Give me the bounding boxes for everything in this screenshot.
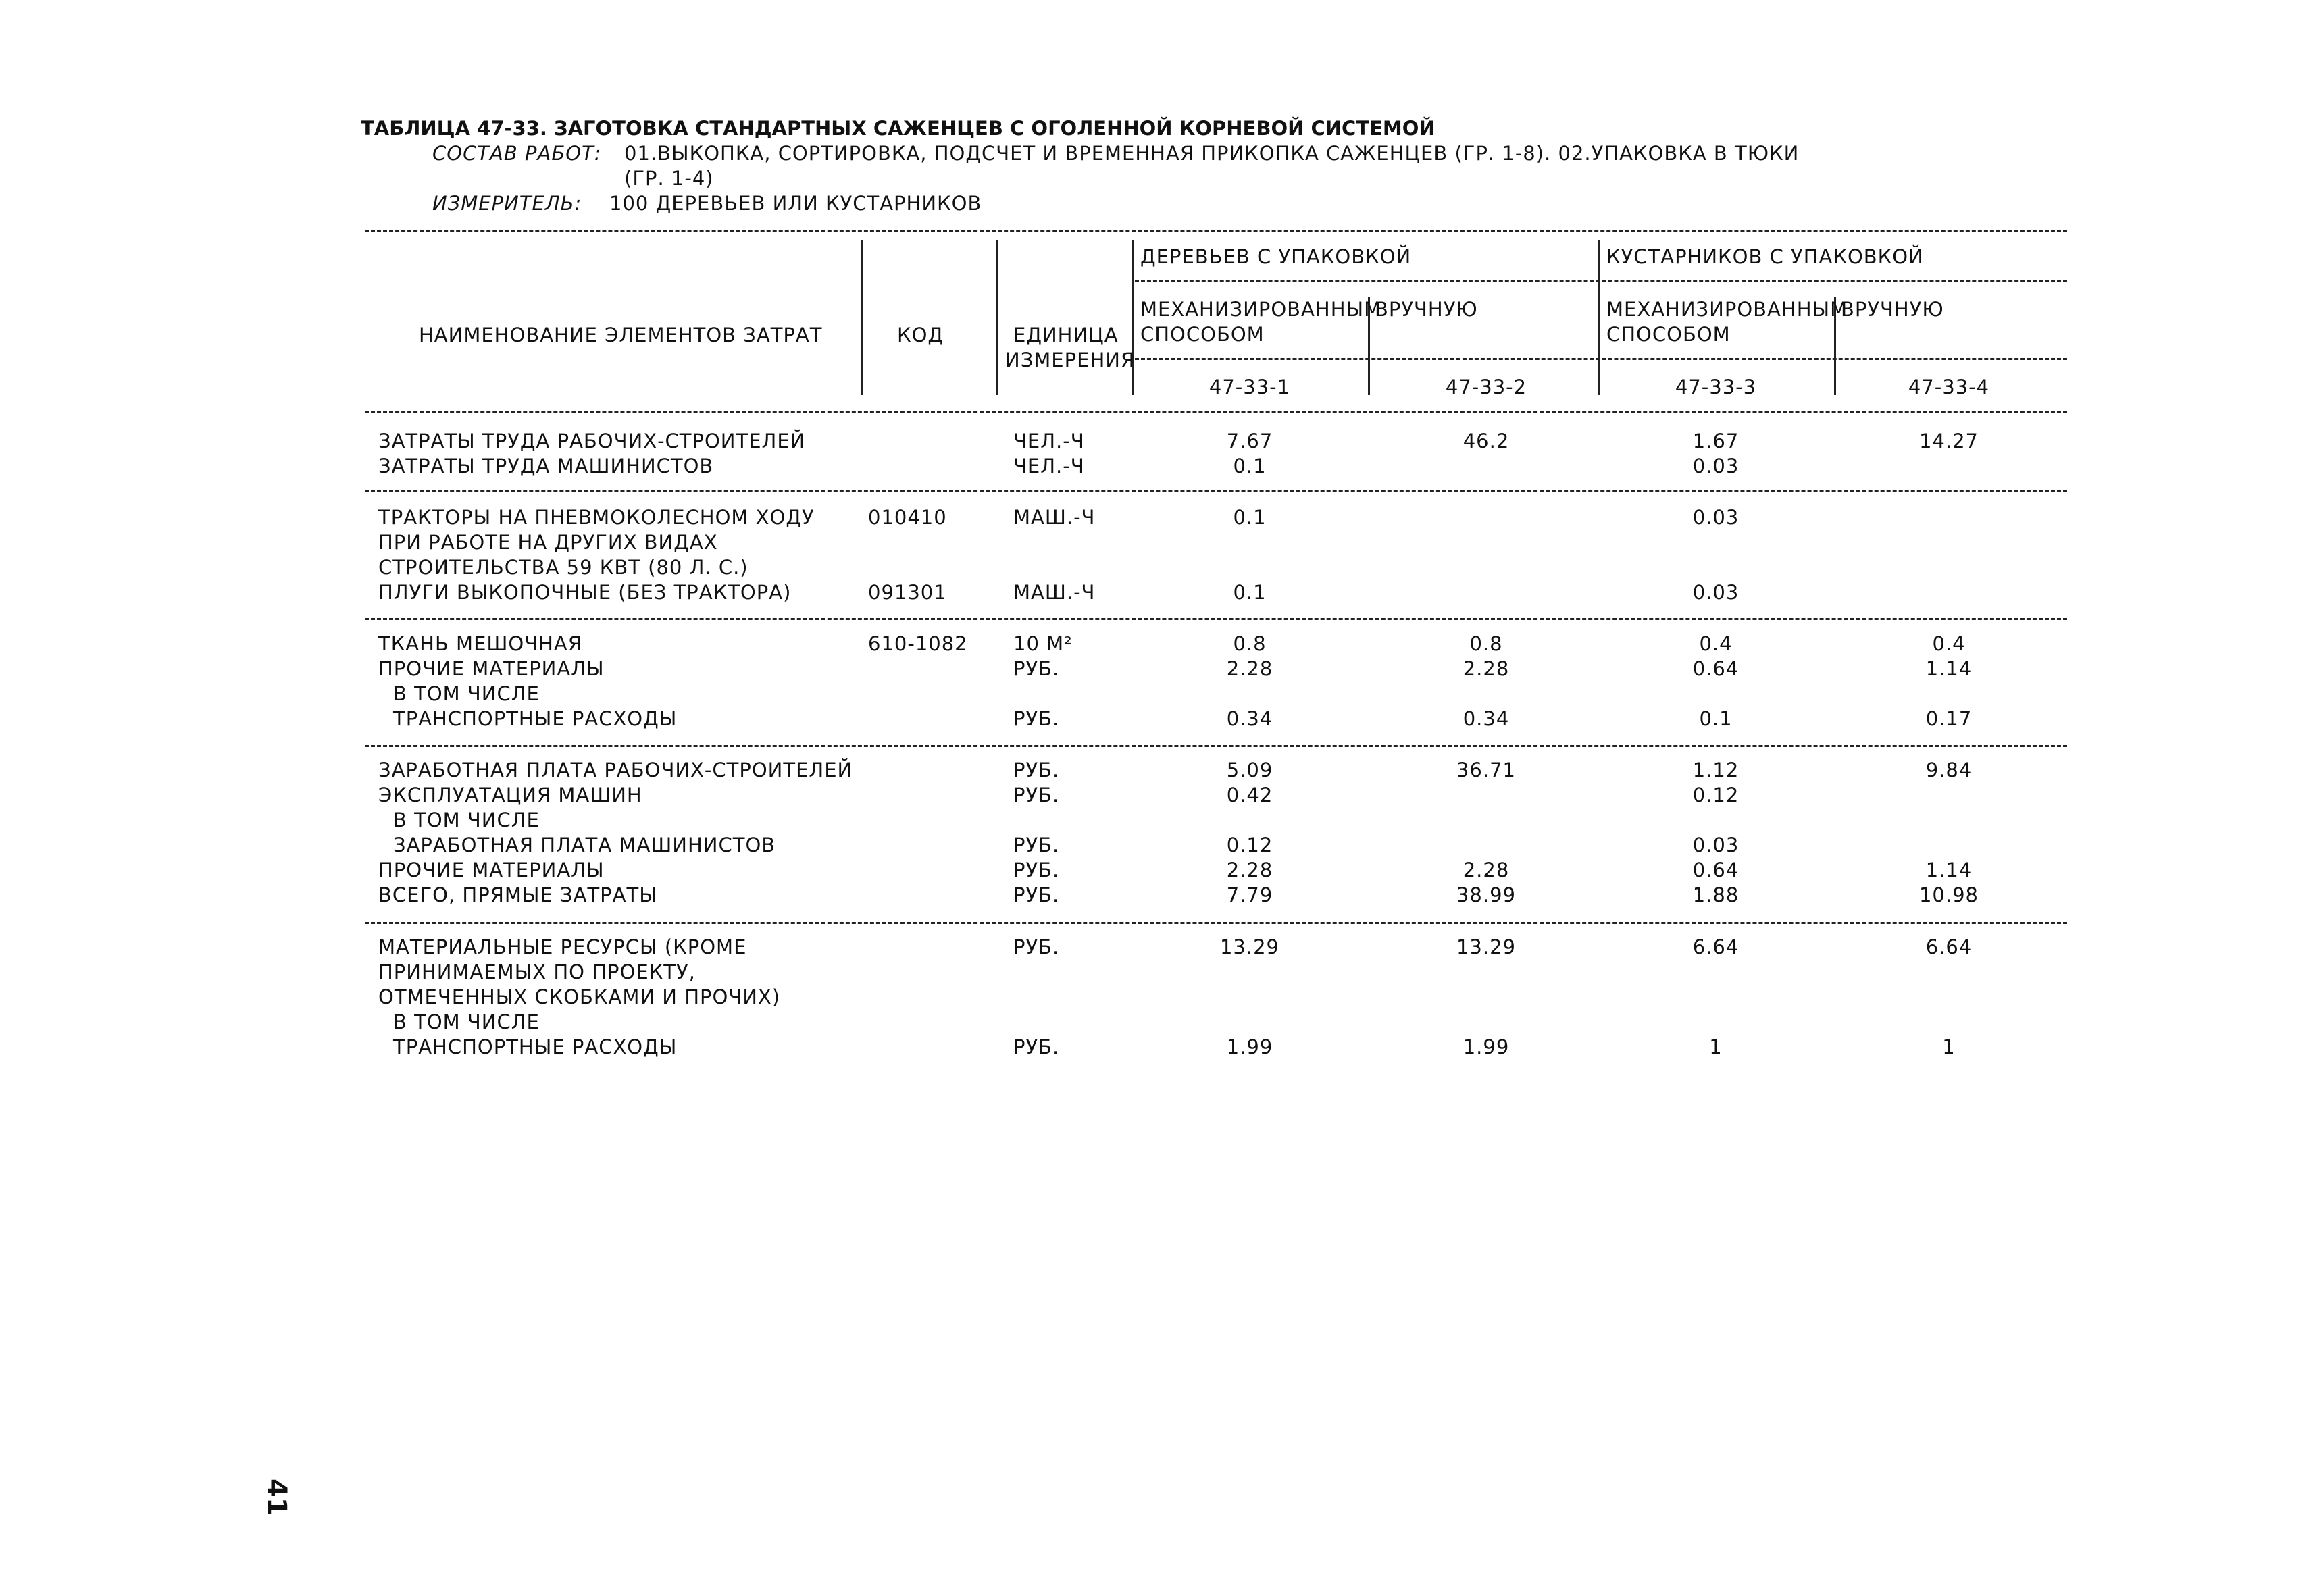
work-composition-text: 01.ВЫКОПКА, СОРТИРОВКА, ПОДСЧЕТ И ВРЕМЕННАЯ ПРИКОПКА САЖЕНЦЕВ (ГР. 1-8). 02.УПАКОВКА В ТЮКИ <box>624 142 1800 165</box>
cell-v2: 0.34 <box>1463 707 1510 730</box>
cell-v3: 0.64 <box>1692 858 1739 881</box>
cell-v1: 0.42 <box>1226 783 1273 806</box>
cell-v3: 0.4 <box>1699 632 1733 655</box>
cell-v1: 7.79 <box>1226 883 1273 906</box>
subheader-mech-cont: СПОСОБОМ <box>1140 323 1265 346</box>
section-rule <box>365 745 2067 747</box>
cell-name: ПРИ РАБОТЕ НА ДРУГИХ ВИДАХ <box>378 531 718 554</box>
cell-name: В ТОМ ЧИСЛЕ <box>393 682 540 705</box>
cell-v3: 0.03 <box>1692 455 1739 478</box>
cell-name: ПРИНИМАЕМЫХ ПО ПРОЕКТУ, <box>378 960 696 983</box>
cell-v1: 13.29 <box>1219 935 1280 958</box>
cell-name: ЭКСПЛУАТАЦИЯ МАШИН <box>378 783 642 806</box>
cell-unit: РУБ. <box>1013 858 1060 881</box>
cell-code: 010410 <box>868 506 947 529</box>
cell-name: ТРАНСПОРТНЫЕ РАСХОДЫ <box>393 1035 678 1058</box>
cell-v3: 0.03 <box>1692 506 1739 529</box>
meter-text: 100 ДЕРЕВЬЕВ ИЛИ КУСТАРНИКОВ <box>609 192 982 215</box>
cell-v3: 1 <box>1709 1035 1723 1058</box>
cell-v3: 0.12 <box>1692 783 1739 806</box>
cell-v3: 1.12 <box>1692 758 1739 781</box>
cell-v2: 38.99 <box>1456 883 1517 906</box>
col-header-unit-cont: ИЗМЕРЕНИЯ <box>1005 349 1136 371</box>
col-divider <box>996 240 998 395</box>
cell-v1: 0.1 <box>1233 455 1267 478</box>
cell-unit: МАШ.-Ч <box>1013 506 1096 529</box>
cell-v2: 2.28 <box>1463 858 1510 881</box>
cell-unit: РУБ. <box>1013 1035 1060 1058</box>
cell-v1: 0.34 <box>1226 707 1273 730</box>
cell-v3: 6.64 <box>1692 935 1739 958</box>
col-header-name: НАИМЕНОВАНИЕ ЭЛЕМЕНТОВ ЗАТРАТ <box>419 324 823 346</box>
work-composition-label: СОСТАВ РАБОТ: <box>432 142 602 165</box>
meter-label: ИЗМЕРИТЕЛЬ: <box>432 192 582 215</box>
cell-unit: РУБ. <box>1013 833 1060 856</box>
cell-v2: 1.99 <box>1463 1035 1510 1058</box>
cell-v4: 6.64 <box>1925 935 1973 958</box>
cell-v4: 0.4 <box>1932 632 1966 655</box>
cell-code: 091301 <box>868 581 947 604</box>
cell-v1: 1.99 <box>1226 1035 1273 1058</box>
cell-v3: 0.1 <box>1699 707 1733 730</box>
col-divider <box>1598 240 1600 395</box>
cell-name: ЗАРАБОТНАЯ ПЛАТА РАБОЧИХ-СТРОИТЕЛЕЙ <box>378 758 853 781</box>
cell-name: СТРОИТЕЛЬСТВА 59 КВТ (80 Л. С.) <box>378 556 748 579</box>
cell-v3: 0.03 <box>1692 833 1739 856</box>
table-title: ТАБЛИЦА 47-33. ЗАГОТОВКА СТАНДАРТНЫХ САЖЕНЦЕВ С ОГОЛЕННОЙ КОРНЕВОЙ СИСТЕМОЙ <box>361 117 1435 140</box>
group-header-shrubs: КУСТАРНИКОВ С УПАКОВКОЙ <box>1606 245 1924 268</box>
cell-unit: РУБ. <box>1013 758 1060 781</box>
cell-v4: 9.84 <box>1925 758 1973 781</box>
col-code-47-33-3: 47-33-3 <box>1675 376 1757 398</box>
subheader-manual: ВРУЧНУЮ <box>1375 298 1478 321</box>
header-rule-bottom <box>365 411 2067 413</box>
section-rule <box>365 922 2067 924</box>
col-code-47-33-2: 47-33-2 <box>1445 376 1527 398</box>
group-rule <box>1135 280 2067 282</box>
cell-name: ПЛУГИ ВЫКОПОЧНЫЕ (БЕЗ ТРАКТОРА) <box>378 581 792 604</box>
cell-v2: 36.71 <box>1456 758 1517 781</box>
cell-code: 610-1082 <box>868 632 968 655</box>
section-rule <box>365 490 2067 492</box>
cell-v1: 2.28 <box>1226 858 1273 881</box>
subheader-mech: МЕХАНИЗИРОВАННЫМ <box>1606 298 1848 321</box>
col-header-unit: ЕДИНИЦА <box>1013 324 1119 346</box>
cell-name: МАТЕРИАЛЬНЫЕ РЕСУРСЫ (КРОМЕ <box>378 935 747 958</box>
cell-v1: 5.09 <box>1226 758 1273 781</box>
cell-v1: 2.28 <box>1226 657 1273 680</box>
cell-name: ЗАТРАТЫ ТРУДА РАБОЧИХ-СТРОИТЕЛЕЙ <box>378 430 806 453</box>
cell-v3: 1.67 <box>1692 430 1739 453</box>
cell-v1: 0.8 <box>1233 632 1267 655</box>
page-number: 41 <box>261 1478 292 1516</box>
cell-name: В ТОМ ЧИСЛЕ <box>393 808 540 831</box>
cell-v3: 0.64 <box>1692 657 1739 680</box>
header-rule-top <box>365 230 2067 232</box>
subheader-manual: ВРУЧНУЮ <box>1841 298 1944 321</box>
cell-unit: РУБ. <box>1013 935 1060 958</box>
subheader-mech: МЕХАНИЗИРОВАННЫМ <box>1140 298 1382 321</box>
cell-unit: МАШ.-Ч <box>1013 581 1096 604</box>
cell-v2: 13.29 <box>1456 935 1517 958</box>
cell-name: ЗАРАБОТНАЯ ПЛАТА МАШИНИСТОВ <box>393 833 776 856</box>
col-code-47-33-1: 47-33-1 <box>1209 376 1291 398</box>
col-code-47-33-4: 47-33-4 <box>1908 376 1990 398</box>
work-composition-text-cont: (ГР. 1-4) <box>624 167 714 190</box>
cell-name: В ТОМ ЧИСЛЕ <box>393 1010 540 1033</box>
cell-v1: 7.67 <box>1226 430 1273 453</box>
cell-unit: РУБ. <box>1013 707 1060 730</box>
cell-name: ТРАНСПОРТНЫЕ РАСХОДЫ <box>393 707 678 730</box>
cell-v1: 0.1 <box>1233 581 1267 604</box>
group-header-trees: ДЕРЕВЬЕВ С УПАКОВКОЙ <box>1140 245 1412 268</box>
section-rule <box>365 618 2067 620</box>
cell-name: ПРОЧИЕ МАТЕРИАЛЫ <box>378 858 605 881</box>
cell-v4: 1.14 <box>1925 657 1973 680</box>
cell-unit: РУБ. <box>1013 657 1060 680</box>
cell-v4: 0.17 <box>1925 707 1973 730</box>
cell-unit: ЧЕЛ.-Ч <box>1013 430 1085 453</box>
cell-name: ПРОЧИЕ МАТЕРИАЛЫ <box>378 657 605 680</box>
col-divider <box>861 240 863 395</box>
cell-v4: 1 <box>1942 1035 1956 1058</box>
cell-unit: ЧЕЛ.-Ч <box>1013 455 1085 478</box>
cell-unit: РУБ. <box>1013 883 1060 906</box>
cell-v1: 0.12 <box>1226 833 1273 856</box>
cell-unit: 10 М² <box>1013 632 1073 655</box>
cell-v4: 14.27 <box>1918 430 1979 453</box>
subheader-rule <box>1135 358 2067 360</box>
subheader-mech-cont: СПОСОБОМ <box>1606 323 1731 346</box>
cell-name: ОТМЕЧЕННЫХ СКОБКАМИ И ПРОЧИХ) <box>378 985 781 1008</box>
cell-v2: 0.8 <box>1469 632 1503 655</box>
cell-v2: 46.2 <box>1463 430 1510 453</box>
cell-name: ТКАНЬ МЕШОЧНАЯ <box>378 632 582 655</box>
cell-v3: 0.03 <box>1692 581 1739 604</box>
cell-name: ТРАКТОРЫ НА ПНЕВМОКОЛЕСНОМ ХОДУ <box>378 506 815 529</box>
cell-name: ВСЕГО, ПРЯМЫЕ ЗАТРАТЫ <box>378 883 657 906</box>
cell-name: ЗАТРАТЫ ТРУДА МАШИНИСТОВ <box>378 455 714 478</box>
cell-v3: 1.88 <box>1692 883 1739 906</box>
cell-v2: 2.28 <box>1463 657 1510 680</box>
cell-v1: 0.1 <box>1233 506 1267 529</box>
cell-unit: РУБ. <box>1013 783 1060 806</box>
cell-v4: 1.14 <box>1925 858 1973 881</box>
cell-v4: 10.98 <box>1918 883 1979 906</box>
col-header-code: КОД <box>897 324 944 346</box>
